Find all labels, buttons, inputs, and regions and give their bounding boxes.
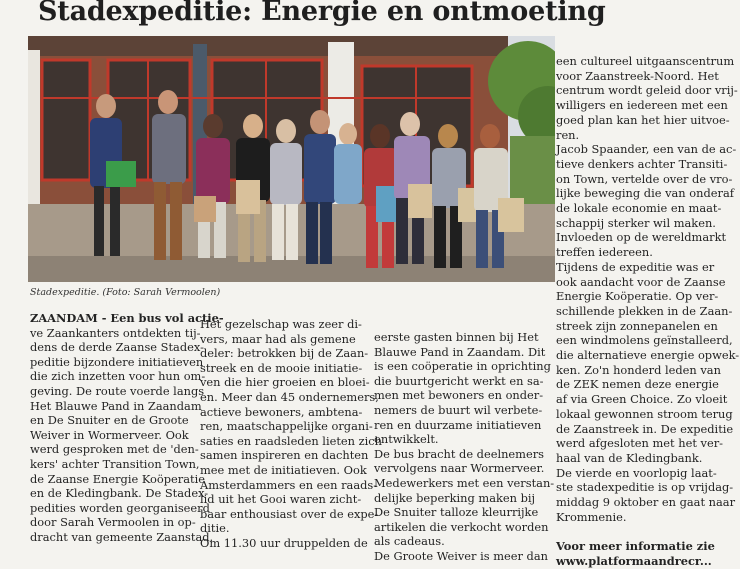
text-line: de Zaanse Energie Koöperatie (30, 471, 205, 486)
text-line: lijke beweging die van onderaf (556, 186, 734, 201)
text-line: ditie. (200, 521, 230, 536)
text-line: Om 11.30 uur druppelden de (200, 535, 368, 550)
text-line: mee met de initiatieven. Ook (200, 462, 367, 477)
text-line: en De Snuiter en de Groote (30, 413, 189, 428)
text-line: schillende plekken in de Zaan- (556, 303, 733, 318)
text-line: ook aandacht voor de Zaanse (556, 274, 726, 289)
text-line: streek zijn zonnepanelen en (556, 318, 718, 333)
text-line: De Groote Weiver is meer dan (374, 548, 548, 563)
text-line: willigers en iedereen met een (556, 98, 728, 113)
text-line: een windmolens geïnstalleerd, (556, 333, 733, 348)
text-line: Krommenie. (556, 509, 627, 524)
text-line: kers' achter Transition Town, (30, 456, 200, 471)
text-line: dens de derde Zaanse Stadex- (30, 340, 204, 355)
text-line: de ZEK nemen deze energie (556, 377, 719, 392)
article-column-3 (374, 330, 554, 564)
text-line: Medewerkers met een verstan- (374, 475, 555, 490)
text-line: De vierde en voorlopig laat- (556, 465, 717, 480)
text-line: en. Meer dan 45 ondernemers, (200, 389, 379, 404)
group-photo (28, 36, 555, 282)
text-line: streek en de mooie initiatie- (200, 360, 363, 375)
text-line: die buurtgericht werkt en sa- (374, 373, 544, 388)
text-line: Het gezelschap was zeer di- (200, 317, 362, 331)
text-line: een cultureel uitgaanscentrum (556, 54, 735, 68)
text-line: De bus bracht de deelnemers (374, 446, 545, 461)
text-line: ven die hier groeien en bloei- (200, 375, 370, 390)
text-line: ve Zaankanters ontdekten tij- (30, 325, 201, 340)
text-line: ken. Zo'n honderd leden van (556, 362, 721, 377)
text-line: ste stadexpeditie is op vrijdag- (556, 480, 734, 495)
text-line: Tijdens de expeditie was er (556, 259, 715, 274)
text-line: actieve bewoners, ambtena- (200, 404, 363, 419)
group-photo-illustration (28, 36, 555, 282)
article-column-1 (30, 311, 224, 545)
text-line: De Snuiter talloze kleurrijke (374, 505, 539, 520)
text-line: lokaal gewonnen stroom terug (556, 406, 733, 421)
photo-caption: Stadexpeditie. (Foto: Sarah Vermoolen) (30, 287, 221, 298)
text-line: peditie bijzondere initiatieven (30, 354, 204, 369)
text-line (556, 525, 739, 540)
text-line: Het Blauwe Pand in Zaandam (30, 398, 202, 413)
text-line: door Sarah Vermoolen in op- (30, 515, 196, 530)
text-line: dracht van gemeente Zaanstad. (30, 529, 214, 544)
text-line: die alternatieve energie opwek- (556, 348, 740, 363)
text-line: pedities worden georganiseerd (30, 500, 210, 515)
text-line: die zich inzetten voor hun om- (30, 369, 206, 384)
text-line: geving. De route voerde langs (30, 383, 205, 398)
text-line: Weiver in Wormerveer. Ook (30, 427, 189, 442)
text-line: treffen iedereen. (556, 245, 653, 260)
text-line: men met bewoners en onder- (374, 388, 544, 403)
text-line: schappij sterker wil maken. (556, 215, 716, 230)
text-line: goed plan kan het hier uitvoe- (556, 112, 730, 127)
text-line: saties en raadsleden lieten zich (200, 433, 382, 448)
text-line: eerste gasten binnen bij Het (374, 330, 539, 344)
text-line: Amsterdammers en een raads- (200, 477, 378, 492)
text-line: de Zaanstreek in. De expeditie (556, 421, 734, 436)
text-line: ren, maatschappelijke organi- (200, 419, 373, 434)
text-line: werd gesproken met de 'den- (30, 442, 199, 457)
text-line: lid uit het Gooi waren zicht- (200, 492, 362, 507)
text-line: tieve denkers achter Transiti- (556, 156, 728, 171)
text-line: delijke beperking maken bij (374, 490, 536, 505)
text-line: voor Zaanstreek-Noord. Het (556, 68, 719, 83)
text-line: deler: betrokken bij de Zaan- (200, 346, 369, 361)
article-headline: Stadexpeditie: Energie en ontmoeting (38, 0, 606, 27)
text-line: Jacob Spaander, een van de ac- (556, 142, 737, 157)
text-line: als cadeaus. (374, 534, 445, 549)
text-line: on Town, vertelde over de vro- (556, 171, 733, 186)
text-line: en de Kledingbank. De Stadex- (30, 486, 209, 501)
text-line: af via Green Choice. Zo vloeit (556, 392, 728, 407)
text-line: ren en duurzame initiatieven (374, 417, 542, 432)
text-line: ren. (556, 127, 580, 142)
text-line: de lokale economie en maat- (556, 201, 722, 216)
text-line: Voor meer informatie zie (556, 539, 715, 554)
text-line: nemers de buurt wil verbete- (374, 402, 543, 417)
text-line: is een coöperatie in oprichting (374, 359, 551, 374)
text-line: artikelen die verkocht worden (374, 519, 549, 534)
text-line: samen inspireren en dachten (200, 448, 369, 463)
text-line: ZAANDAM - Een bus vol actie- (30, 311, 224, 325)
text-line: Invloeden op de wereldmarkt (556, 230, 727, 245)
text-line: centrum wordt geleid door vrij- (556, 83, 738, 98)
article-column-2 (200, 317, 382, 551)
text-line: baar enthousiast over de expe- (200, 506, 379, 521)
text-line: vers, maar had als gemene (200, 331, 356, 346)
text-line: Energie Koöperatie. Op ver- (556, 289, 719, 304)
article-column-4 (556, 54, 739, 569)
text-line: ontwikkelt. (374, 432, 439, 447)
text-line: werd afgesloten met het ver- (556, 436, 723, 451)
text-line: middag 9 oktober en gaat naar (556, 495, 736, 510)
text-line: vervolgens naar Wormerveer. (374, 461, 545, 476)
text-line: www.platformaandrecr... (556, 553, 712, 568)
text-line: haal van de Kledingbank. (556, 450, 703, 465)
text-line: Blauwe Pand in Zaandam. Dit (374, 344, 546, 359)
